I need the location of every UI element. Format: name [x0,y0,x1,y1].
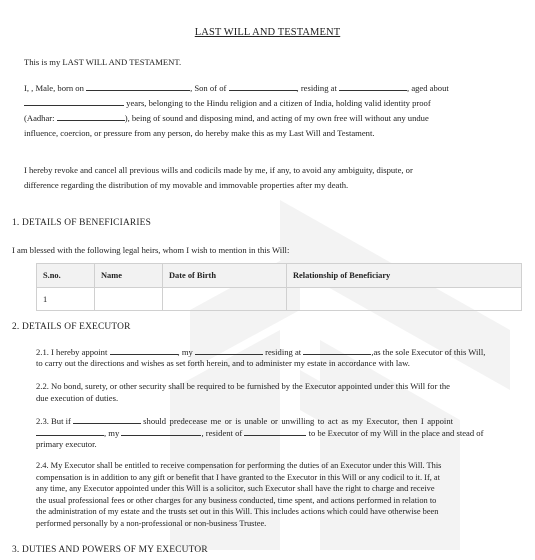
text: residing at [265,347,302,357]
column-header: Name [95,264,163,288]
clause-2-2-line2: due execution of duties. [36,393,119,403]
dob-blank[interactable] [86,81,190,91]
text: ,as the sole Executor of this Will, [371,347,486,357]
text: to be Executor of my Will in the place and stead of [308,428,484,438]
text: , Son of of [190,83,227,93]
clause-2-1-line2: to carry out the directions and wishes as set forth herein, and to administer my estate in accordance with law. [36,358,410,368]
column-header: Date of Birth [163,264,287,288]
address-blank[interactable] [339,81,407,91]
text: 2.3. But if [36,416,71,426]
text: , my [177,347,193,357]
alternate-executor-blank[interactable] [36,426,104,436]
text: years, belonging to the Hindu religion and a citizen of India, holding valid identity proof [126,98,431,108]
father-name-blank[interactable] [229,81,297,91]
text: (Aadhar: [24,113,55,123]
table-cell[interactable] [163,288,287,311]
alternate-residence-blank[interactable] [244,426,306,436]
text: , residing at [296,83,337,93]
table-header-row [37,264,522,288]
age-blank[interactable] [24,96,124,106]
clause-2-3-line3: primary executor. [36,439,97,449]
column-header: Relationship of Beneficiary [287,264,522,288]
clause-2-2-line1: 2.2. No bond, surety, or other security shall be required to be furnished by the Executor appointed under this Will for the [36,381,450,391]
document-title: LAST WILL AND TESTAMENT [194,27,341,38]
table-row [37,288,522,311]
testator-details-line2 [24,96,431,111]
section-heading-beneficiaries: 1. DETAILS OF BENEFICIARIES [12,218,152,228]
clause-2-4-line5: the administration of my estate and the trusts set out in this Will. This includes actions which could have otherwise been [36,507,439,517]
text: should predecease me or is unable or unwilling to act as my Executor, then I appoint [143,416,454,426]
text: 2.1. I hereby appoint [36,347,108,357]
clause-2-4-line6: performed personally by a non-professional or non-business Trustee. [36,518,267,528]
table-cell: 1 [37,288,95,311]
section-heading-executor: 2. DETAILS OF EXECUTOR [12,322,131,332]
testator-details-line4: influence, coercion, or pressure from any person, do hereby make this as my Last Will and Testament. [24,128,375,138]
clause-2-4-line2: compensation is in addition to any gift or benefit that I have granted to the Executor in this Will or any codicil to it. If, at [36,472,440,482]
aadhar-blank[interactable] [57,111,125,121]
section-heading-duties: 3. DUTIES AND POWERS OF MY EXECUTOR [12,545,208,555]
testator-details-line1 [24,81,449,96]
executor-relation-blank[interactable] [195,345,263,355]
revocation-line2: difference regarding the distribution of my movable and immovable properties after my death. [24,180,349,190]
revocation-line1: I hereby revoke and cancel all previous wills and codicils made by me, if any, to avoid any ambiguity, dispute, or [24,165,413,175]
text: , aged about [407,83,449,93]
column-header: S.no. [37,264,95,288]
clause-2-4 [36,460,441,530]
text: ), being of sound and disposing mind, and acting of my own free will without any undue [124,113,429,123]
table-cell[interactable] [287,288,522,311]
beneficiaries-table [36,263,522,311]
testator-details-line3 [24,111,429,126]
executor-address-blank[interactable] [303,345,371,355]
text: , my [104,428,120,438]
clause-2-3-line2 [36,426,483,441]
alternate-relation-blank[interactable] [121,426,201,436]
text: I, , Male, born on [24,83,84,93]
clause-2-4-line1: 2.4. My Executor shall be entitled to receive compensation for performing the duties of an Executor under this Will. This [36,461,442,470]
primary-executor-blank[interactable] [73,414,141,424]
clause-2-4-line3: any time, any Executor appointed under this Will is a solicitor, such Executor shall have the right to charge and receive [36,484,435,494]
beneficiaries-intro: I am blessed with the following legal heirs, whom I wish to mention in this Will: [12,245,290,255]
text: , resident of [201,428,243,438]
executor-name-blank[interactable] [110,345,178,355]
table-cell[interactable] [95,288,163,311]
will-declaration: This is my LAST WILL AND TESTAMENT. [24,57,182,67]
clause-2-4-line4: the usual professional fees or other charges for any business conducted, time spent, and actions performed in relation to [36,495,437,505]
